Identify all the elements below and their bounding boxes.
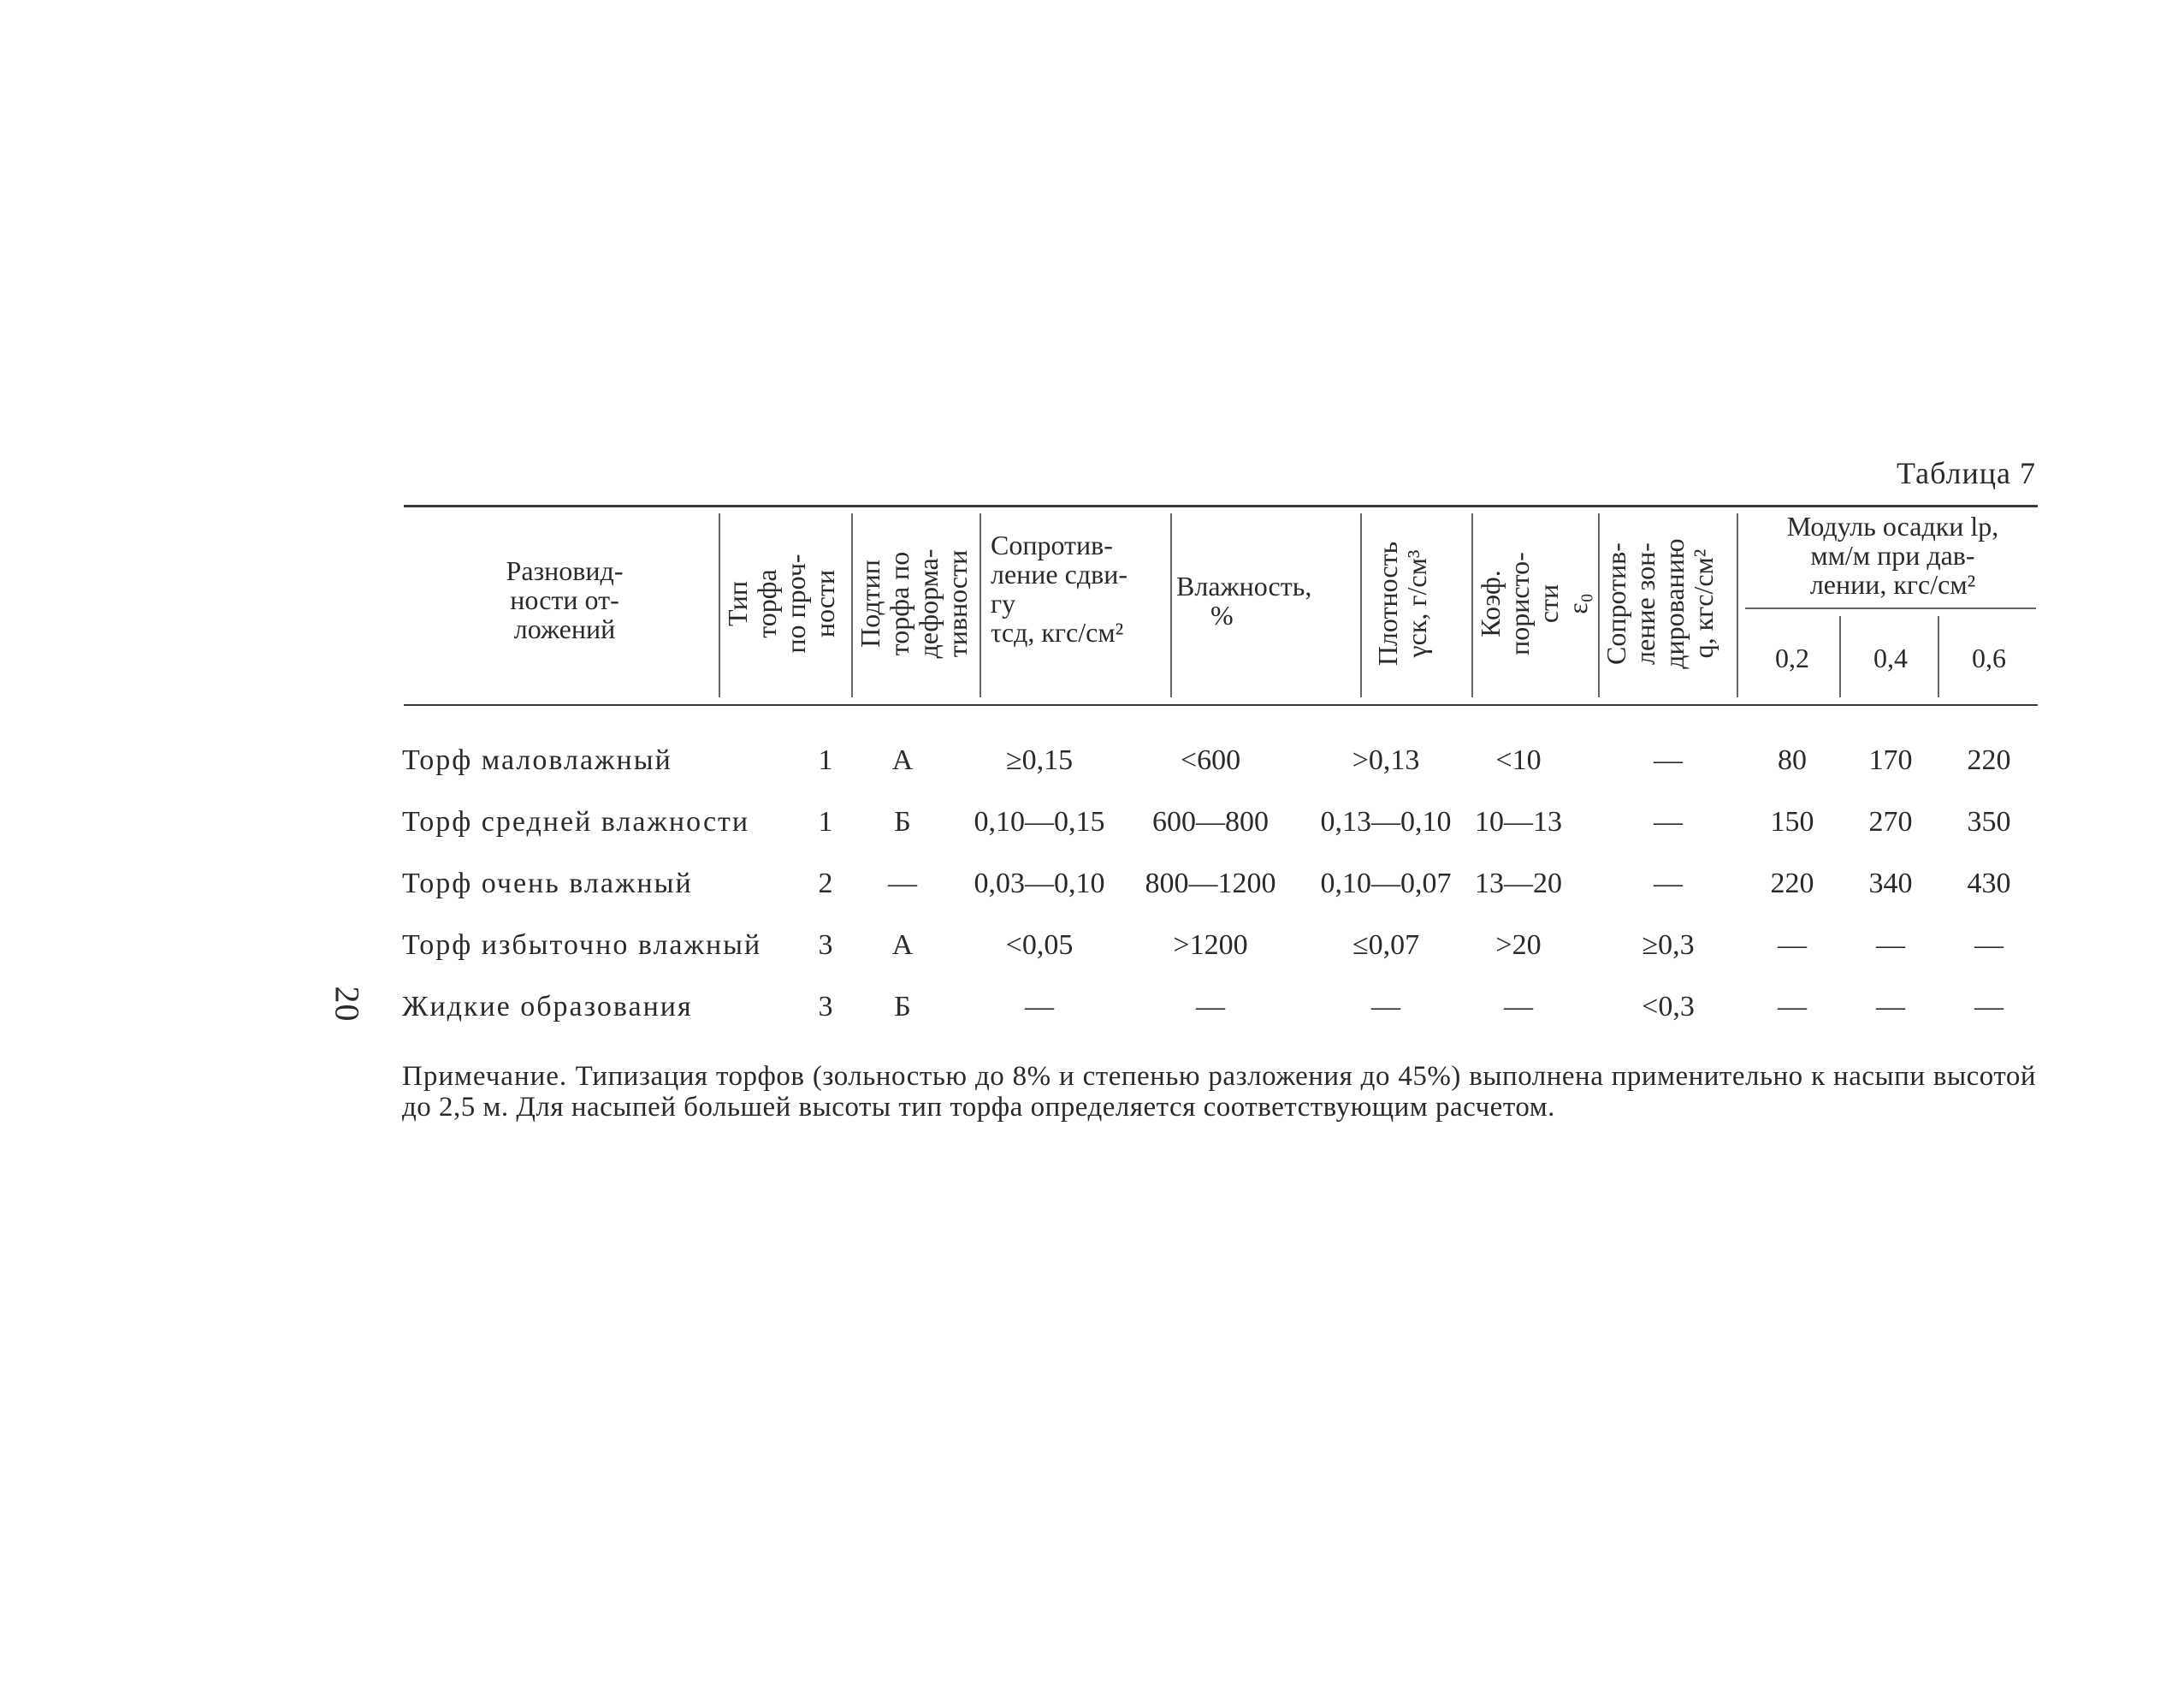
header-modulus-line: мм/м при дав-	[1810, 540, 1975, 571]
header-density-line: γск, г/см³	[1401, 549, 1432, 658]
table-cell-shear: 0,03—0,10	[974, 868, 1105, 899]
table-row	[0, 991, 2184, 1034]
header-subtype	[855, 516, 972, 691]
header-shear-line: ление сдви-	[991, 559, 1128, 590]
table-row	[0, 929, 2184, 972]
header-probing-line: q, кгс/см²	[1688, 548, 1719, 659]
table-cell-probing: <0,3	[1642, 991, 1695, 1022]
table-cell-m06: 430	[1967, 868, 2011, 899]
header-moisture-line: %	[1210, 600, 1234, 631]
header-separator	[1839, 616, 1841, 697]
table-caption: Таблица 7	[1897, 456, 2036, 490]
table-cell-m04: 270	[1868, 806, 1913, 838]
table-note	[402, 1061, 2036, 1123]
header-subtype-line: Подтип	[855, 560, 885, 648]
table-cell-moisture: <600	[1180, 744, 1241, 776]
table-cell-m02: —	[1778, 991, 1807, 1022]
table-cell-m02: 80	[1778, 744, 1807, 776]
header-porosity-line: пористо-	[1504, 552, 1535, 655]
header-shear	[991, 530, 1170, 647]
header-density	[1373, 516, 1431, 691]
header-porosity-line: сти	[1533, 584, 1564, 624]
header-pressure: 0,2	[1775, 643, 1809, 673]
header-type-strength	[723, 516, 839, 691]
table-cell-m04: 340	[1868, 868, 1913, 899]
header-probing-line: ление зон-	[1630, 542, 1660, 665]
table-cell-probing: —	[1654, 868, 1683, 899]
note-text: Типизация торфов (зольностью до 8% и степенью разложения до 45%) выполнена применительно к насыпи высотой до 2,5 м. Для насыпей большей высоты тип торфа определяется соответствующим расчетом.	[402, 1061, 2037, 1123]
header-subtype-line: деформа-	[913, 548, 944, 659]
header-subtype-line: тивности	[942, 549, 973, 658]
header-separator	[1360, 513, 1362, 697]
header-pressure: 0,6	[1972, 643, 2006, 673]
table-cell-porosity: 10—13	[1475, 806, 1562, 838]
header-separator	[1598, 513, 1600, 697]
table-cell-subtype: А	[891, 929, 914, 961]
table-cell-porosity: <10	[1495, 744, 1542, 776]
table-cell-probing: —	[1654, 806, 1683, 838]
table-header-rule	[404, 704, 2038, 706]
table-cell-name: Торф маловлажный	[402, 744, 672, 776]
modulus-subheader-rule	[1745, 607, 2036, 609]
header-porosity	[1476, 516, 1592, 691]
table-cell-name: Торф средней влажности	[402, 806, 750, 838]
table-row	[0, 868, 2184, 910]
page-number: 20	[328, 986, 367, 1022]
table-cell-shear: <0,05	[1005, 929, 1074, 961]
header-modulus-line: Модуль осадки lр,	[1786, 511, 1999, 542]
table-cell-density: ≤0,07	[1352, 929, 1420, 961]
header-moisture-line: Влажность,	[1176, 571, 1312, 602]
table-cell-probing: —	[1654, 744, 1683, 776]
table-cell-density: 0,10—0,07	[1320, 868, 1452, 899]
table-cell-type: 3	[818, 929, 833, 961]
table-cell-type: 2	[818, 868, 833, 899]
table-cell-m02: 220	[1770, 868, 1814, 899]
header-shear-line: Сопротив-	[991, 530, 1113, 560]
table-cell-m06: 350	[1967, 806, 2011, 838]
table-cell-porosity: 13—20	[1475, 868, 1562, 899]
table-cell-subtype: Б	[894, 806, 911, 838]
table-cell-shear: 0,10—0,15	[974, 806, 1105, 838]
table-cell-moisture: —	[1196, 991, 1225, 1022]
header-modulus-line: лении, кгс/см²	[1809, 569, 1976, 600]
header-porosity-line: ε₀	[1562, 593, 1593, 614]
table-cell-m06: 220	[1967, 744, 2011, 776]
header-porosity-line: Коэф.	[1475, 570, 1506, 637]
table-cell-subtype: А	[891, 744, 914, 776]
header-probing-line: дированию	[1659, 538, 1690, 669]
table-cell-m04: —	[1876, 991, 1905, 1022]
table-cell-name: Торф очень влажный	[402, 868, 693, 899]
note-label: Примечание.	[402, 1061, 568, 1092]
table-cell-type: 3	[818, 991, 833, 1022]
table-cell-shear: ≥0,15	[1005, 744, 1074, 776]
table-cell-probing: ≥0,3	[1642, 929, 1695, 961]
header-probing-line: Сопротив-	[1601, 542, 1631, 665]
header-variety-line: ложений	[513, 613, 616, 644]
header-density-line: Плотность	[1372, 541, 1403, 667]
header-subtype-line: торфа по	[884, 551, 914, 656]
table-cell-name: Жидкие образования	[402, 991, 693, 1022]
header-shear-line: τсд, кгс/см²	[991, 617, 1124, 648]
table-cell-m04: 170	[1868, 744, 1913, 776]
header-moisture	[1176, 572, 1356, 630]
header-shear-line: гу	[991, 588, 1016, 619]
header-separator	[1938, 616, 1939, 697]
table-cell-subtype: Б	[894, 991, 911, 1022]
header-separator	[1737, 513, 1738, 697]
table-row	[0, 806, 2184, 849]
table-top-rule	[404, 505, 2038, 507]
table-cell-m04: —	[1876, 929, 1905, 961]
header-type-strength-line: торфа	[751, 569, 782, 638]
table-cell-m02: —	[1778, 929, 1807, 961]
table-cell-density: —	[1371, 991, 1400, 1022]
table-cell-name: Торф избыточно влажный	[402, 929, 762, 961]
table-cell-m02: 150	[1770, 806, 1814, 838]
header-variety-line: ности от-	[510, 584, 619, 615]
table-row	[0, 744, 2184, 787]
header-separator	[719, 513, 720, 697]
table-cell-density: >0,13	[1352, 744, 1420, 776]
table-cell-density: 0,13—0,10	[1320, 806, 1452, 838]
header-separator	[1471, 513, 1473, 697]
table-cell-shear: —	[1025, 991, 1054, 1022]
table-cell-porosity: >20	[1495, 929, 1542, 961]
header-type-strength-line: Тип	[722, 581, 753, 626]
header-type-strength-line: по проч-	[780, 554, 811, 654]
table-cell-moisture: >1200	[1173, 929, 1248, 961]
table-cell-type: 1	[818, 806, 833, 838]
table-cell-m06: —	[1974, 929, 2003, 961]
table-cell-subtype: —	[888, 868, 917, 899]
header-variety	[479, 556, 650, 643]
header-separator	[1170, 513, 1172, 697]
header-separator	[980, 513, 981, 697]
table-cell-moisture: 600—800	[1152, 806, 1269, 838]
table-cell-type: 1	[818, 744, 833, 776]
header-pressure: 0,4	[1873, 643, 1908, 673]
header-modulus	[1745, 512, 2040, 599]
header-type-strength-line: ности	[809, 569, 840, 638]
header-variety-line: Разновид-	[506, 555, 624, 586]
header-separator	[851, 513, 853, 697]
header-probing	[1601, 516, 1718, 691]
table-cell-m06: —	[1974, 991, 2003, 1022]
table-cell-porosity: —	[1504, 991, 1533, 1022]
table-cell-moisture: 800—1200	[1145, 868, 1276, 899]
